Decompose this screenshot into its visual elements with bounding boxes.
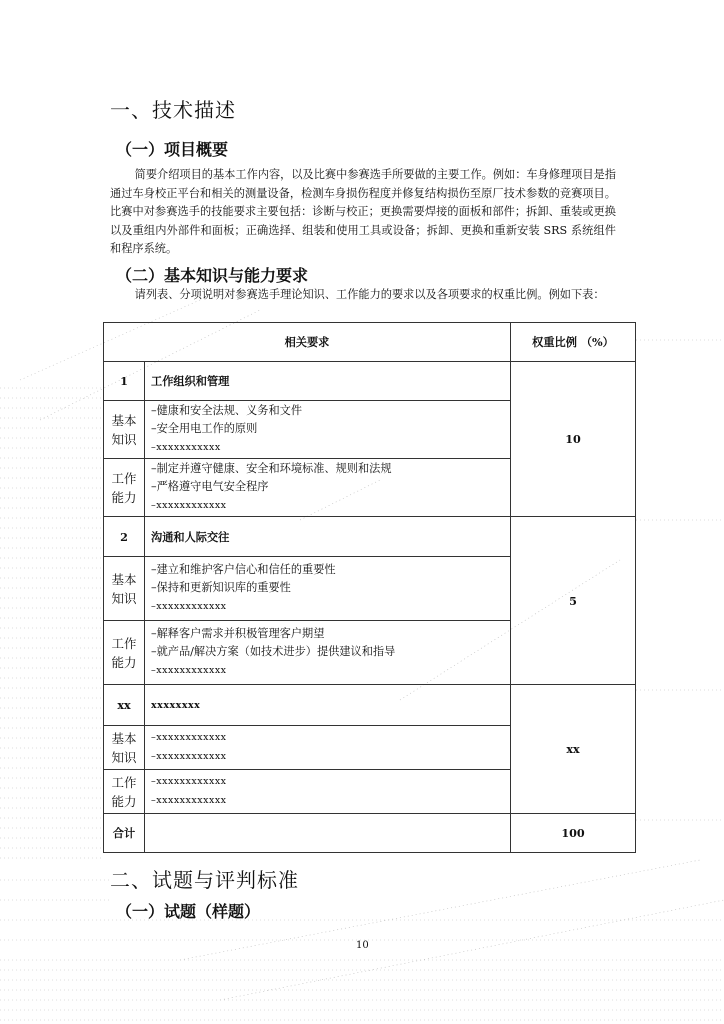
table-total-row (104, 814, 636, 853)
total-empty-cell (145, 814, 511, 853)
ability-items (145, 770, 511, 814)
knowledge-items (145, 401, 511, 459)
ability-items (145, 621, 511, 685)
requirements-table (103, 322, 636, 853)
list-item: –建立和维护客户信心和信任的重要性 (151, 562, 336, 576)
page-number: 10 (356, 940, 369, 951)
group-weight: xx (511, 685, 636, 814)
list-item: –健康和安全法规、义务和文件 (151, 403, 303, 417)
total-label: 合计 (104, 814, 145, 853)
list-item: –安全用电工作的原则 (151, 422, 258, 436)
table-row (104, 362, 636, 401)
header-requirements: 相关要求 (104, 323, 511, 362)
knowledge-items (145, 726, 511, 770)
table-row (104, 517, 636, 557)
list-item: –保持和更新知识库的重要性 (151, 581, 291, 595)
list-item: –解释客户需求并积极管理客户期望 (151, 626, 325, 640)
list-item: –xxxxxxxxxxxx (151, 499, 227, 511)
list-item: –xxxxxxxxxxxx (151, 732, 227, 743)
list-item: –制定并遵守健康、安全和环境标准、规则和法规 (151, 461, 392, 475)
table-header-row (104, 323, 636, 362)
group-name: 工作组织和管理 (145, 362, 511, 401)
list-item: –xxxxxxxxxxxx (151, 750, 227, 762)
list-item: –就产品/解决方案（如技术进步）提供建议和指导 (151, 645, 396, 659)
ability-items (145, 459, 511, 517)
section-title-sample-test: （一）试题（样题） (116, 902, 261, 921)
knowledge-items (145, 557, 511, 621)
list-item: –严格遵守电气安全程序 (151, 480, 269, 494)
section-title-project-overview: （一）项目概要 (116, 140, 229, 159)
list-item: –xxxxxxxxxxxx (151, 600, 227, 612)
group-name: 沟通和人际交往 (145, 517, 511, 557)
knowledge-label: 基本 知识 (104, 557, 145, 621)
group-number: 2 (104, 517, 145, 557)
ability-label: 工作 能力 (104, 770, 145, 814)
group-weight: 10 (511, 362, 636, 517)
table-row (104, 685, 636, 726)
group-number: xx (104, 685, 145, 726)
section-title-knowledge-ability: （二）基本知识与能力要求 (116, 266, 309, 285)
knowledge-label: 基本 知识 (104, 401, 145, 459)
list-item: –xxxxxxxxxxxx (151, 776, 227, 787)
ability-label: 工作 能力 (104, 459, 145, 517)
list-item: –xxxxxxxxxxx (151, 441, 221, 453)
group-number: 1 (104, 362, 145, 401)
knowledge-label: 基本 知识 (104, 726, 145, 770)
group-weight: 5 (511, 517, 636, 685)
group-name: xxxxxxxx (145, 685, 511, 726)
knowledge-ability-paragraph: 请列表、分项说明对参赛选手理论知识、工作能力的要求以及各项要求的权重比例。例如下表： (134, 288, 605, 301)
list-item: –xxxxxxxxxxxx (151, 794, 227, 806)
heading-test-and-criteria: 二、试题与评判标准 (110, 868, 299, 892)
list-item: –xxxxxxxxxxxx (151, 664, 227, 676)
ability-label: 工作 能力 (104, 621, 145, 685)
header-weight: 权重比例 （%） (511, 323, 636, 362)
heading-technical-description: 一、技术描述 (110, 98, 236, 122)
project-overview-paragraph: 简要介绍项目的基本工作内容，以及比赛中参赛选手所要做的主要工作。例如：车身修理项目是指通过车身校正平台和相关的测量设备，检测车身损伤程度并修复结构损伤至原厂技术参数的竞赛项目。比赛中对参赛选手的技能要求主要包括：诊断与校正；更换需要焊接的面板和部件；拆卸、重装或更换以及重组内外部件和面板；正确选择、组装和使用工具或设备；拆卸、更换和重新安装 SRS 系统组件和程序系统。 (110, 168, 616, 255)
total-value: 100 (511, 814, 636, 853)
